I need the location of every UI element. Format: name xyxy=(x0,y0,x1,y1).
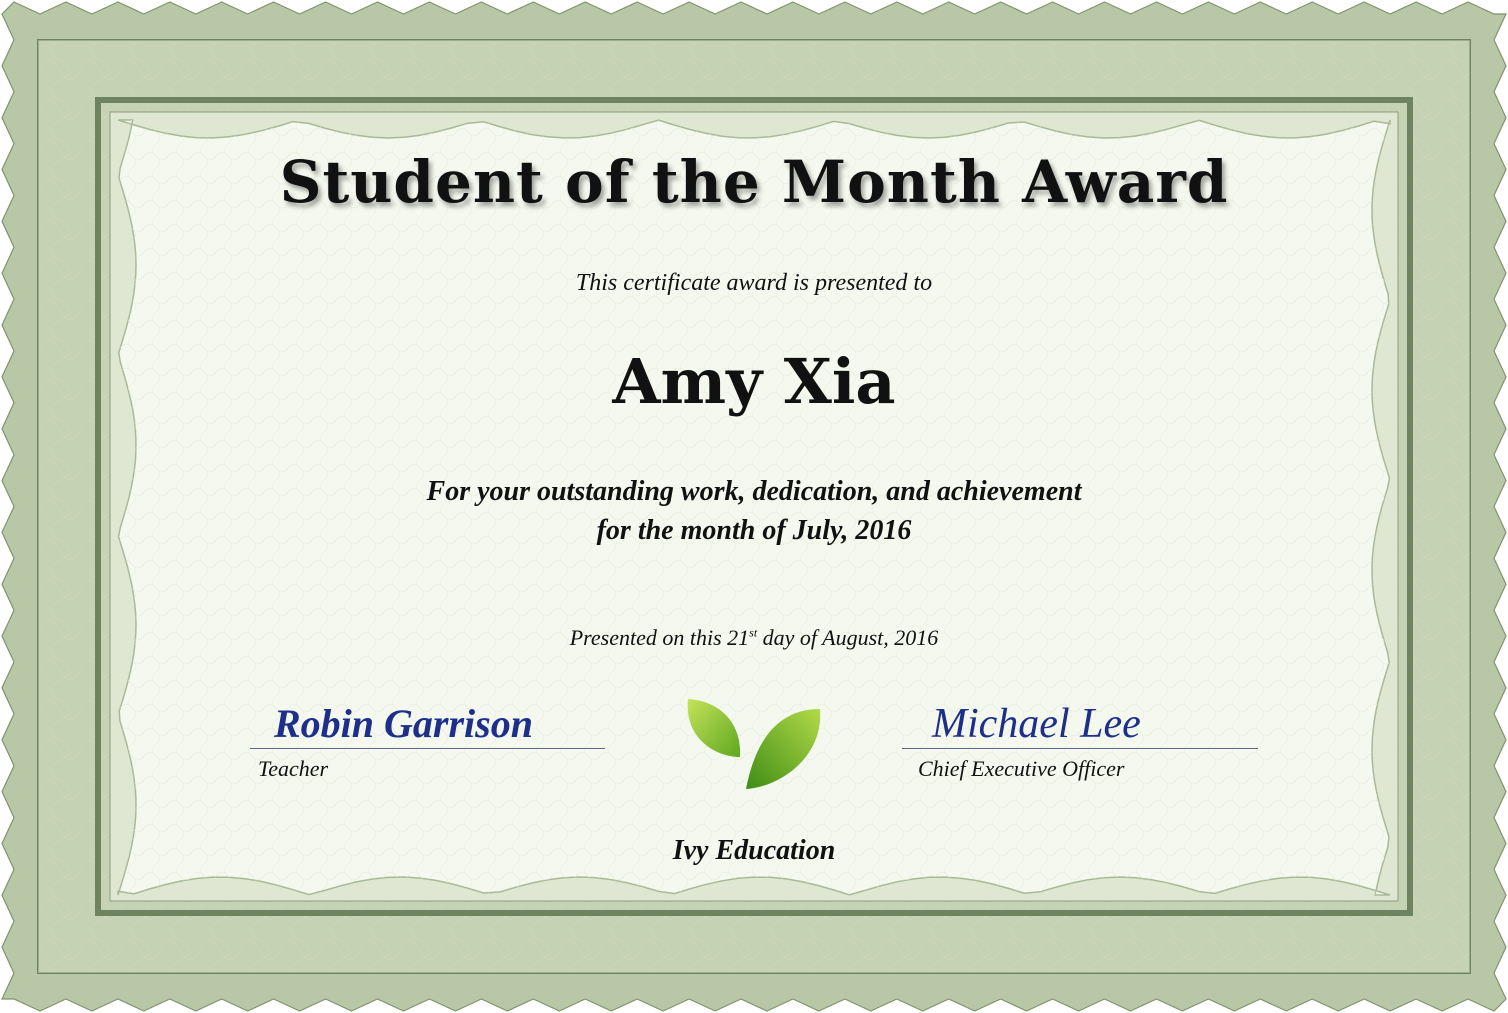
presented-rest: day of August, 2016 xyxy=(757,625,939,650)
presented-date xyxy=(0,625,1508,651)
recipient-name: Amy Xia xyxy=(612,345,896,418)
intro-text: This certificate award is presented to xyxy=(575,270,933,296)
left-signature-role: Teacher xyxy=(258,756,329,781)
organization-name: Ivy Education xyxy=(672,835,836,866)
presented-prefix: Presented on this 21 xyxy=(569,625,750,650)
right-signature-role: Chief Executive Officer xyxy=(918,756,1125,781)
reason-line-1: For your outstanding work, dedication, and achievement xyxy=(426,476,1082,507)
leaf-logo-icon xyxy=(680,695,830,795)
reason-line-2: for the month of July, 2016 xyxy=(596,515,912,546)
left-signature: Robin Garrison xyxy=(274,701,533,746)
right-signature-line xyxy=(902,748,1258,749)
certificate-title: Student of the Month Award xyxy=(279,148,1229,216)
left-signature-line xyxy=(250,748,605,749)
presented-ordinal: st xyxy=(749,625,758,640)
right-signature: Michael Lee xyxy=(932,701,1141,747)
